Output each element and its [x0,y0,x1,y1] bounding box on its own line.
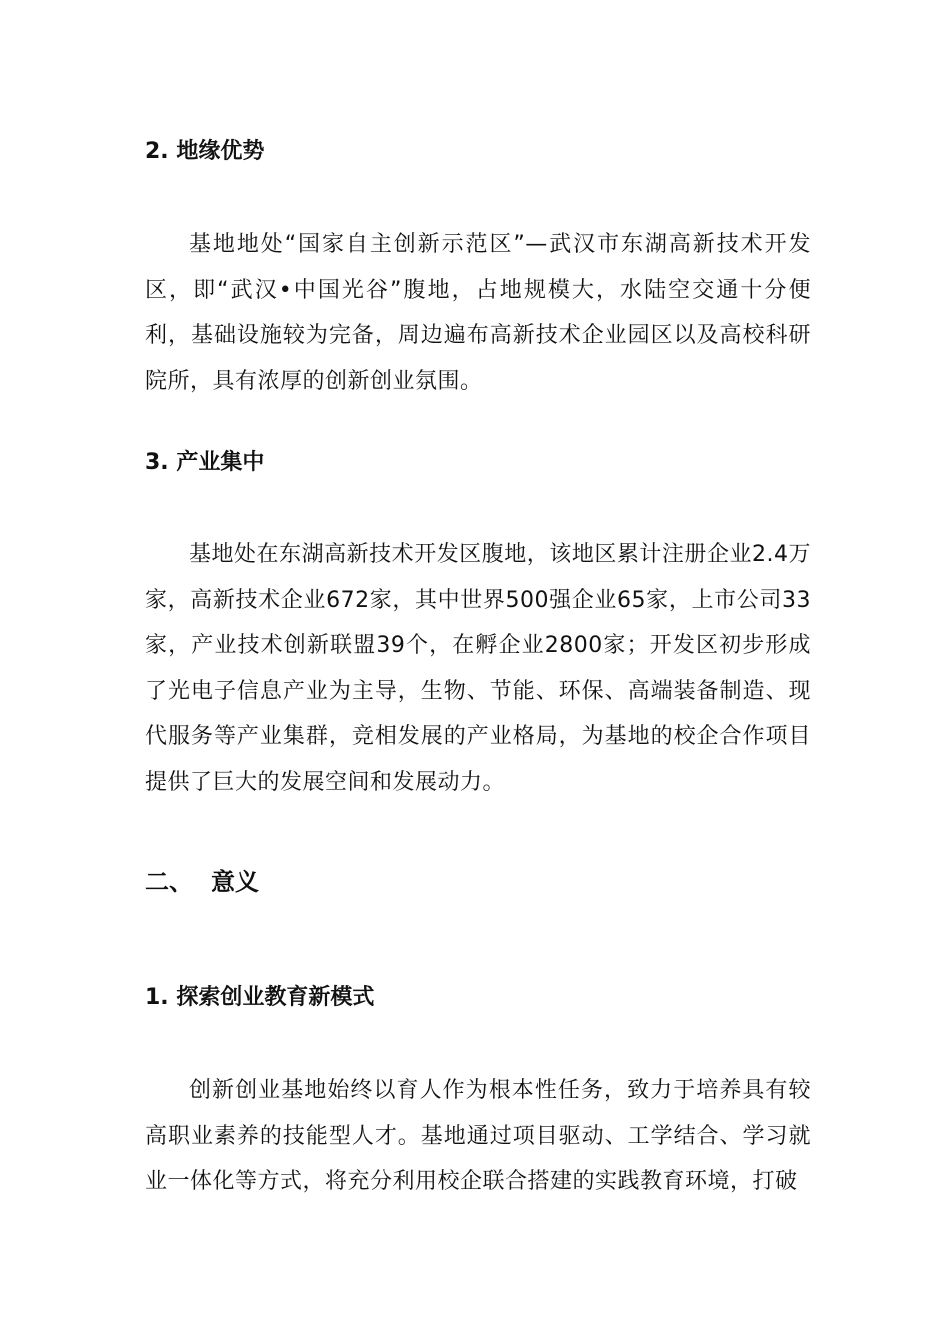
section-heading-geographic-advantage: 2. 地缘优势 [145,139,265,164]
paragraph-explore-entrepreneurship-education: 创新创业基地始终以育人作为根本性任务，致力于培养具有较高职业素养的技能型人才。基地通过项目驱动、工学结合、学习就业一体化等方式，将充分利用校企联合搭建的实践教育环境，打破 [145,1078,811,1194]
paragraph-geographic-advantage: 基地地处“国家自主创新示范区”—武汉市东湖高新技术开发区，即“武汉•中国光谷”腹地，占地规模大，水陆空交通十分便利，基础设施较为完备，周边遍布高新技术企业园区以及高校科研院所，具有浓厚的创新创业氛围。 [145,232,811,394]
paragraph-industry-concentration: 基地处在东湖高新技术开发区腹地，该地区累计注册企业2.4万家，高新技术企业672家，其中世界500强企业65家，上市公司33家，产业技术创新联盟39个，在孵企业2800家；开发区初步形成了光电子信息产业为主导，生物、节能、环保、高端装备制造、现代服务等产业集群，竞相发展的产业格局，为基地的校企合作项目提供了巨大的发展空间和发展动力。 [145,542,811,795]
chapter-number: 二、 [145,868,193,896]
section-heading-industry-concentration: 3. 产业集中 [145,450,265,475]
chapter-title: 意义 [211,868,259,896]
section-heading-explore-entrepreneurship-education: 1. 探索创业教育新模式 [145,985,375,1010]
chapter-heading-significance [145,866,259,898]
